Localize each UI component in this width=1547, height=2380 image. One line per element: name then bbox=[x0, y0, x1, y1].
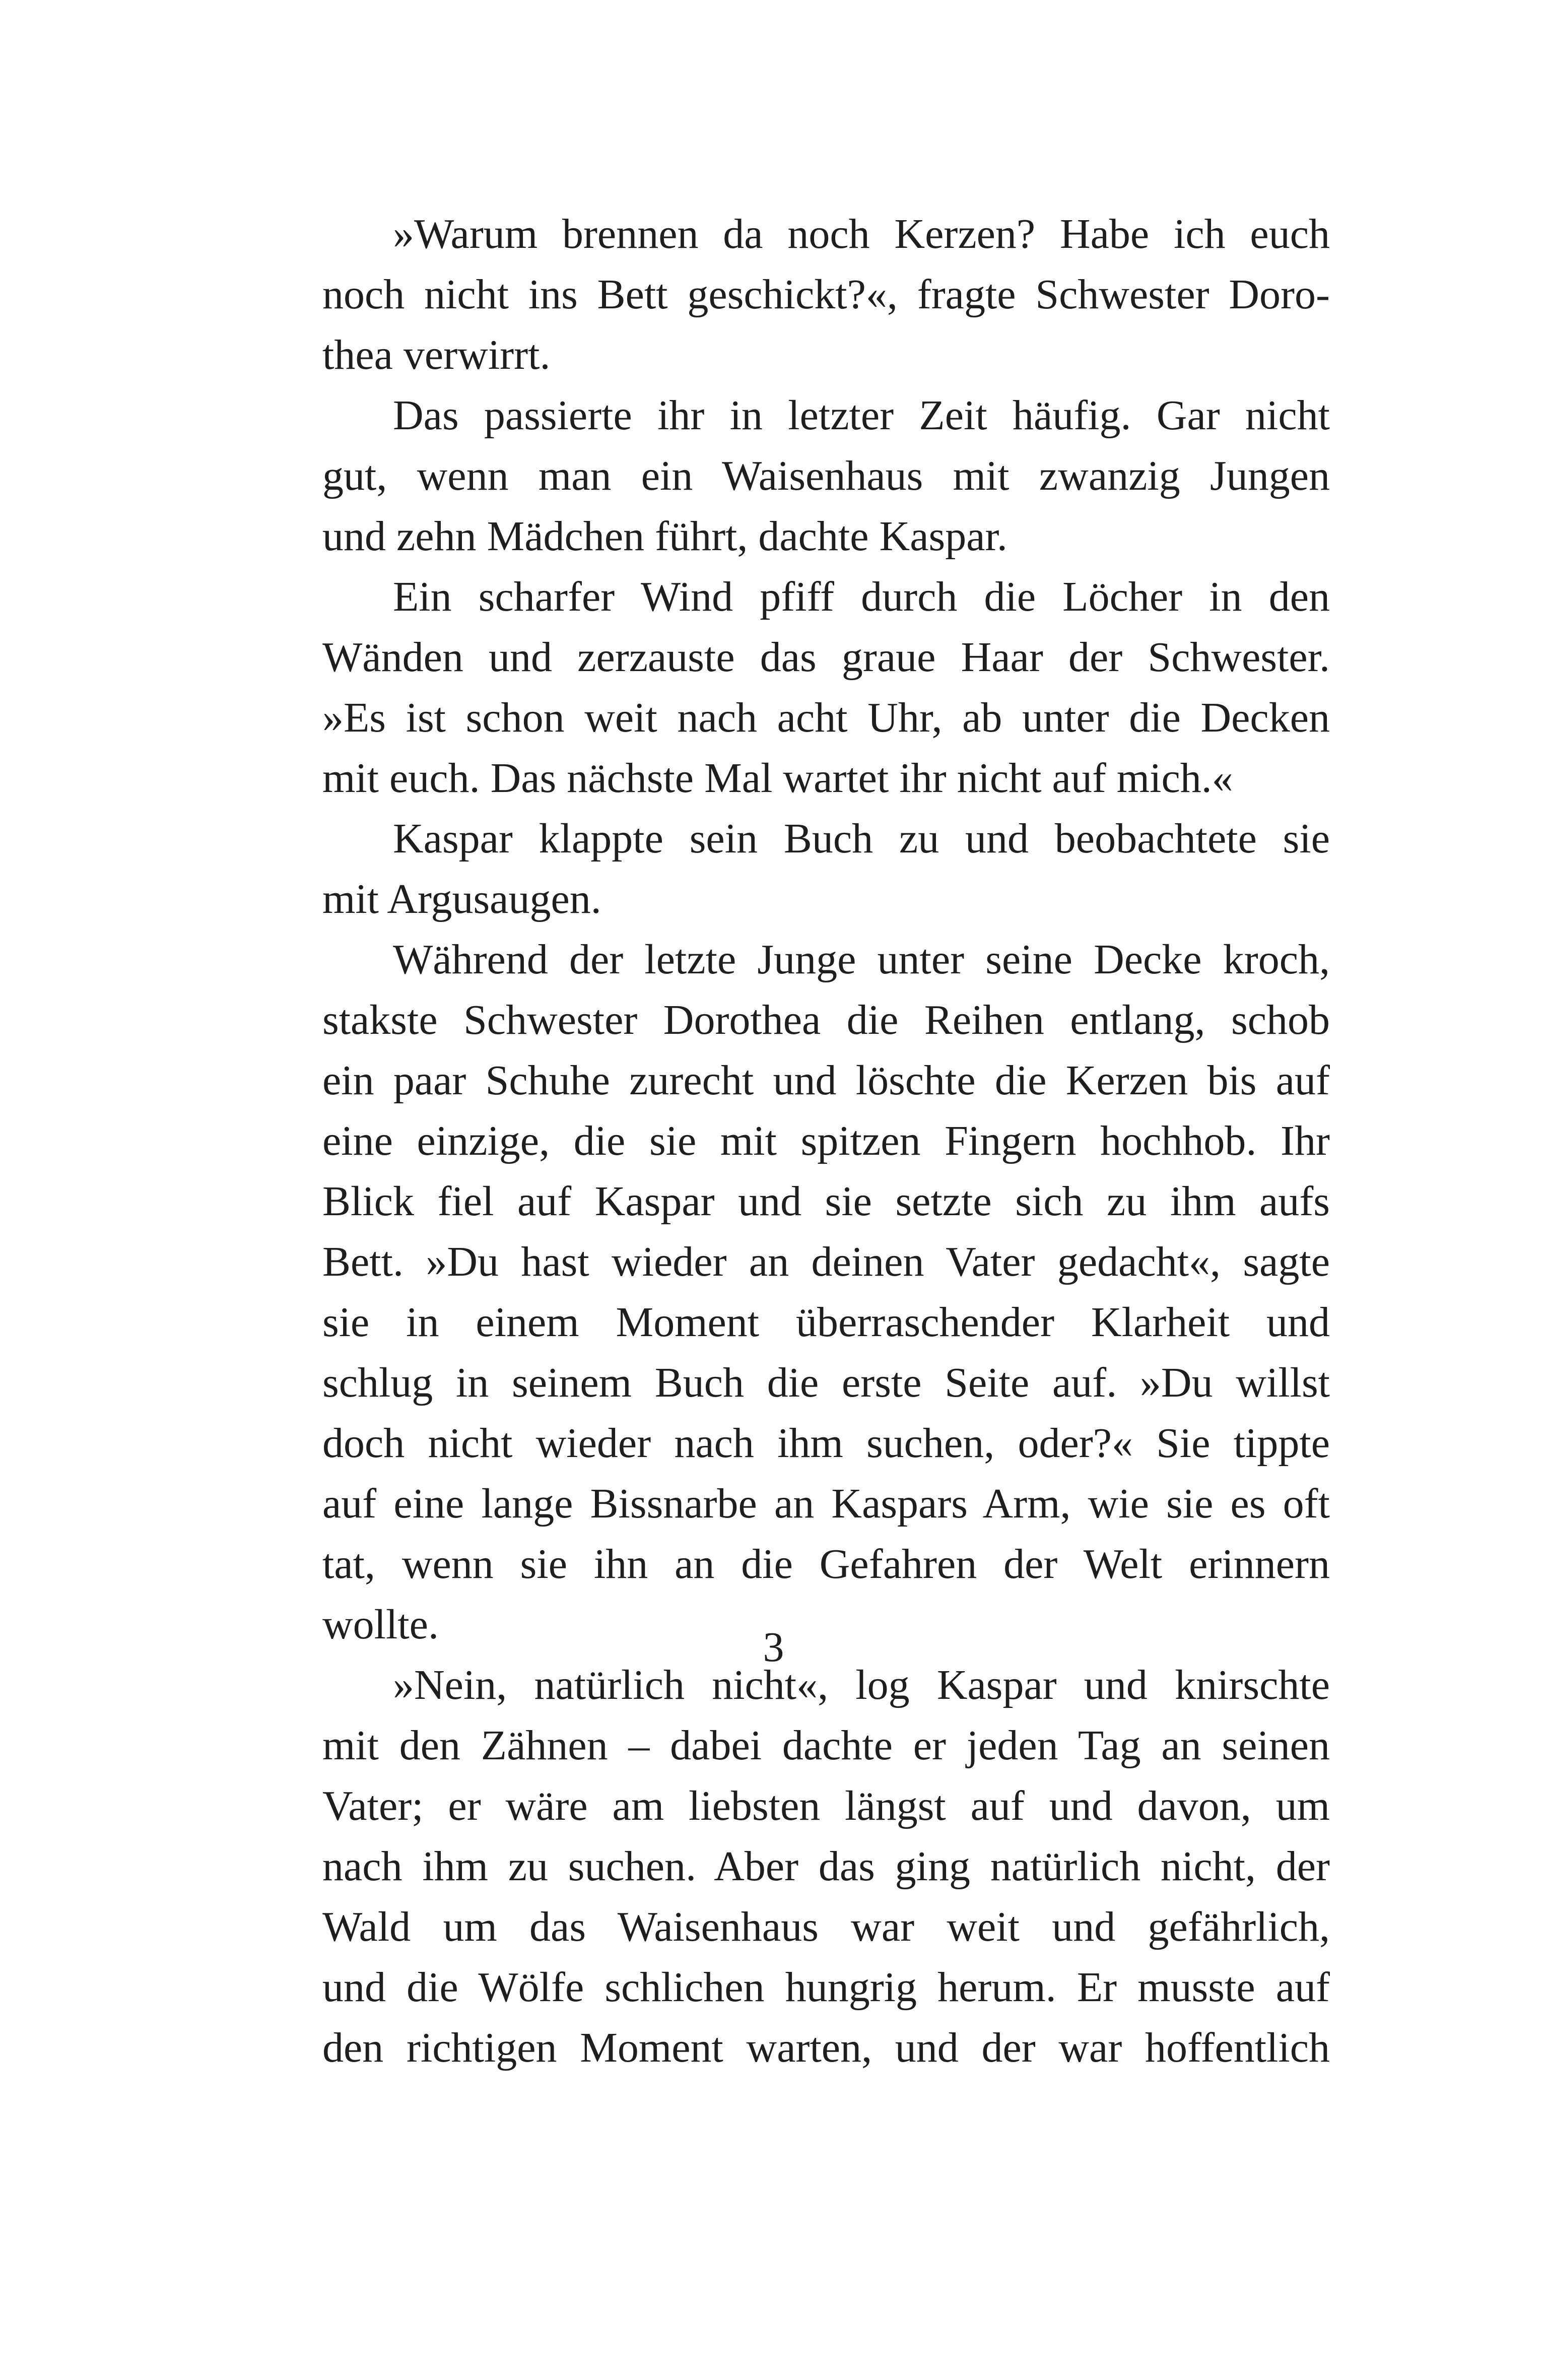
text-line: noch nicht ins Bett geschickt?«, fragte Schwester Doro- bbox=[322, 271, 1330, 318]
paragraph bbox=[322, 567, 1330, 809]
text-line: Ein scharfer Wind pfiff durch die Löcher in den bbox=[393, 573, 1330, 620]
text-line: Das passierte ihr in letzter Zeit häufig. Gar nicht bbox=[393, 392, 1330, 439]
text-line: nach ihm zu suchen. Aber das ging natürlich nicht, der bbox=[322, 1843, 1330, 1890]
text-line: Wänden und zerzauste das graue Haar der Schwester. bbox=[322, 634, 1330, 681]
paragraph bbox=[322, 385, 1330, 567]
text-line: sie in einem Moment überraschender Klarheit und bbox=[322, 1299, 1330, 1346]
paragraph bbox=[322, 809, 1330, 930]
paragraph bbox=[322, 204, 1330, 385]
paragraph bbox=[322, 1655, 1330, 2078]
text-line: Bett. »Du hast wieder an deinen Vater gedacht«, sagte bbox=[322, 1238, 1330, 1285]
page-number: 3 bbox=[763, 1624, 784, 1671]
text-line: mit den Zähnen – dabei dachte er jeden Tag an seinen bbox=[322, 1722, 1330, 1769]
text-line: und die Wölfe schlichen hungrig herum. Er musste auf bbox=[322, 1964, 1330, 2011]
text-line: »Es ist schon weit nach acht Uhr, ab unter die Decken bbox=[322, 694, 1330, 741]
text-line: eine einzige, die sie mit spitzen Fingern hochhob. Ihr bbox=[322, 1117, 1330, 1164]
text-line: den richtigen Moment warten, und der war hoffentlich bbox=[322, 2024, 1330, 2071]
text-line: mit Argusaugen. bbox=[322, 876, 601, 922]
text-line: »Warum brennen da noch Kerzen? Habe ich euch bbox=[393, 211, 1330, 257]
text-line: Kaspar klappte sein Buch zu und beobachtete sie bbox=[393, 815, 1330, 862]
text-line: stakste Schwester Dorothea die Reihen entlang, schob bbox=[322, 997, 1330, 1043]
text-line: Blick fiel auf Kaspar und sie setzte sich zu ihm aufs bbox=[322, 1178, 1330, 1225]
text-line: thea verwirrt. bbox=[322, 332, 551, 378]
text-line: Wald um das Waisenhaus war weit und gefährlich, bbox=[322, 1903, 1330, 1950]
body-text bbox=[322, 204, 1330, 2078]
text-line: mit euch. Das nächste Mal wartet ihr nicht auf mich.« bbox=[322, 755, 1233, 802]
text-line: ein paar Schuhe zurecht und löschte die Kerzen bis auf bbox=[322, 1057, 1330, 1104]
text-line: auf eine lange Bissnarbe an Kaspars Arm, wie sie es oft bbox=[322, 1480, 1330, 1527]
text-line: »Nein, natürlich nicht«, log Kaspar und knirschte bbox=[393, 1662, 1330, 1708]
text-line: und zehn Mädchen führt, dachte Kaspar. bbox=[322, 513, 1007, 560]
text-line: doch nicht wieder nach ihm suchen, oder?« Sie tippte bbox=[322, 1420, 1330, 1467]
text-line: gut, wenn man ein Waisenhaus mit zwanzig Jungen bbox=[322, 452, 1330, 499]
text-line: schlug in seinem Buch die erste Seite auf. »Du willst bbox=[322, 1359, 1330, 1406]
text-line: tat, wenn sie ihn an die Gefahren der Welt erinnern bbox=[322, 1541, 1330, 1588]
text-line: Vater; er wäre am liebsten längst auf und davon, um bbox=[322, 1782, 1330, 1829]
paragraph bbox=[322, 930, 1330, 1655]
text-line: wollte. bbox=[322, 1601, 439, 1648]
text-line: Während der letzte Junge unter seine Decke kroch, bbox=[393, 936, 1330, 983]
